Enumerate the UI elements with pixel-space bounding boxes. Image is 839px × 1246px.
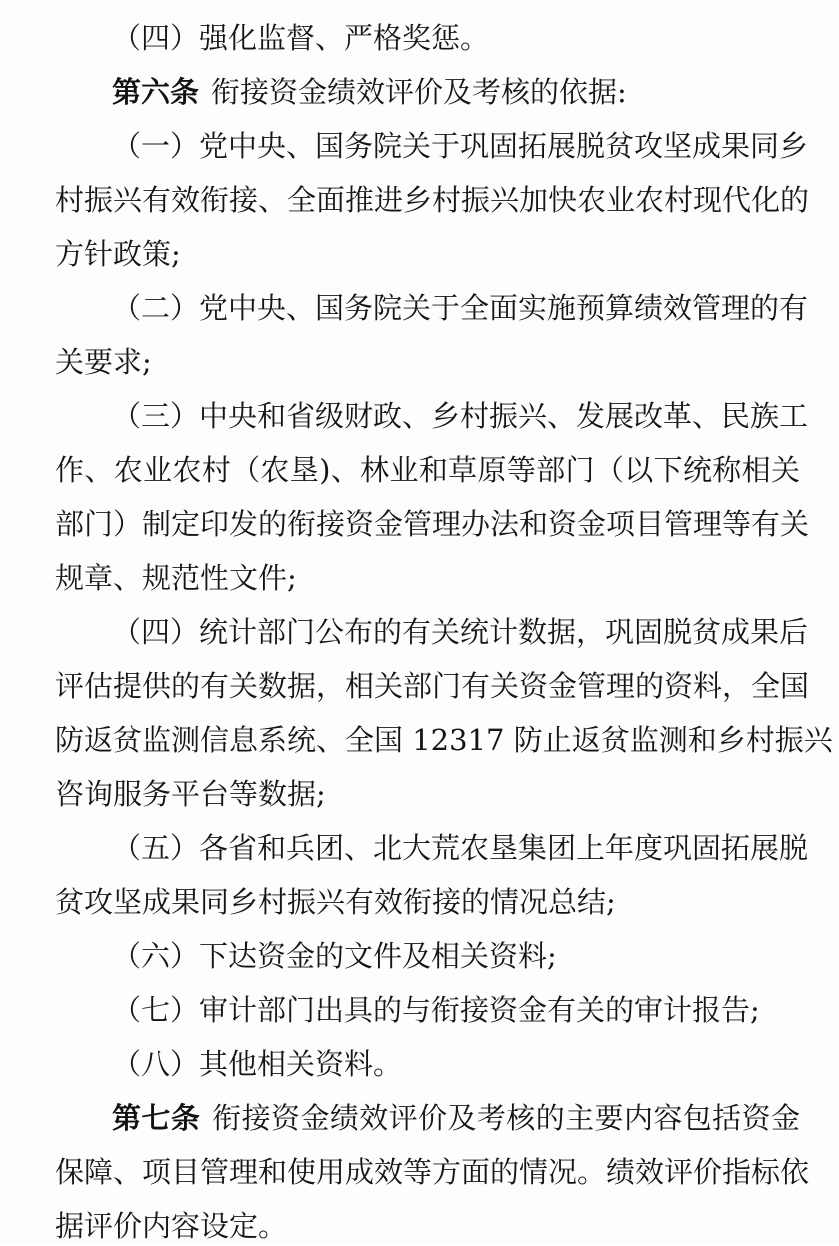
basis-item-1-line-1: （一）党中央、国务院关于巩固拓展脱贫攻坚成果同乡 <box>112 129 809 163</box>
article-7-line-2: 保障、项目管理和使用成效等方面的情况。绩效评价指标依 <box>55 1155 810 1189</box>
basis-item-3-line-2: 作、农业农村（农垦)、林业和草原等部门（以下统称相关 <box>55 453 800 487</box>
basis-item-2-line-1: （二）党中央、国务院关于全面实施预算绩效管理的有 <box>112 291 809 325</box>
article-7-text: 衔接资金绩效评价及考核的主要内容包括资金 <box>212 1101 800 1135</box>
basis-item-8: （八）其他相关资料。 <box>112 1047 403 1081</box>
article-6-label: 第六条 <box>112 75 200 109</box>
basis-item-7: （七）审计部门出具的与衔接资金有关的审计报告; <box>112 993 760 1027</box>
basis-item-1-line-3: 方针政策; <box>55 237 181 271</box>
basis-item-4-line-1: （四）统计部门公布的有关统计数据，巩固脱贫成果后 <box>112 615 809 649</box>
basis-item-2-line-2: 关要求; <box>55 345 152 379</box>
article-7-line-3: 据评价内容设定。 <box>55 1209 288 1243</box>
basis-item-3-line-1: （三）中央和省级财政、乡村振兴、发展改革、民族工 <box>112 399 809 433</box>
article-6-heading <box>112 72 800 112</box>
basis-item-3-line-3: 部门）制定印发的衔接资金管理办法和资金项目管理等有关 <box>55 507 810 541</box>
basis-item-1-line-2: 村振兴有效衔接、全面推进乡村振兴加快农业农村现代化的 <box>55 183 810 217</box>
basis-item-6: （六）下达资金的文件及相关资料; <box>112 939 557 973</box>
basis-item-5-line-2: 贫攻坚成果同乡村振兴有效衔接的情况总结; <box>55 885 616 919</box>
article-7-label: 第七条 <box>112 1101 201 1135</box>
article-7-line-1 <box>112 1098 800 1138</box>
clause-4-supervision <box>112 18 800 58</box>
basis-item-4-line-4: 咨询服务平台等数据; <box>55 777 326 811</box>
line-text: （四）强化监督、严格奖惩。 <box>112 21 490 55</box>
basis-item-5-line-1: （五）各省和兵团、北大荒农垦集团上年度巩固拓展脱 <box>112 831 809 865</box>
basis-item-4-line-3: 防返贫监测信息系统、全国 12317 防止返贫监测和乡村振兴 <box>55 723 833 757</box>
basis-item-3-line-4: 规章、规范性文件; <box>55 561 297 595</box>
basis-item-4-line-2: 评估提供的有关数据，相关部门有关资金管理的资料，全国 <box>55 669 810 703</box>
article-6-text: 衔接资金绩效评价及考核的依据: <box>211 75 627 109</box>
